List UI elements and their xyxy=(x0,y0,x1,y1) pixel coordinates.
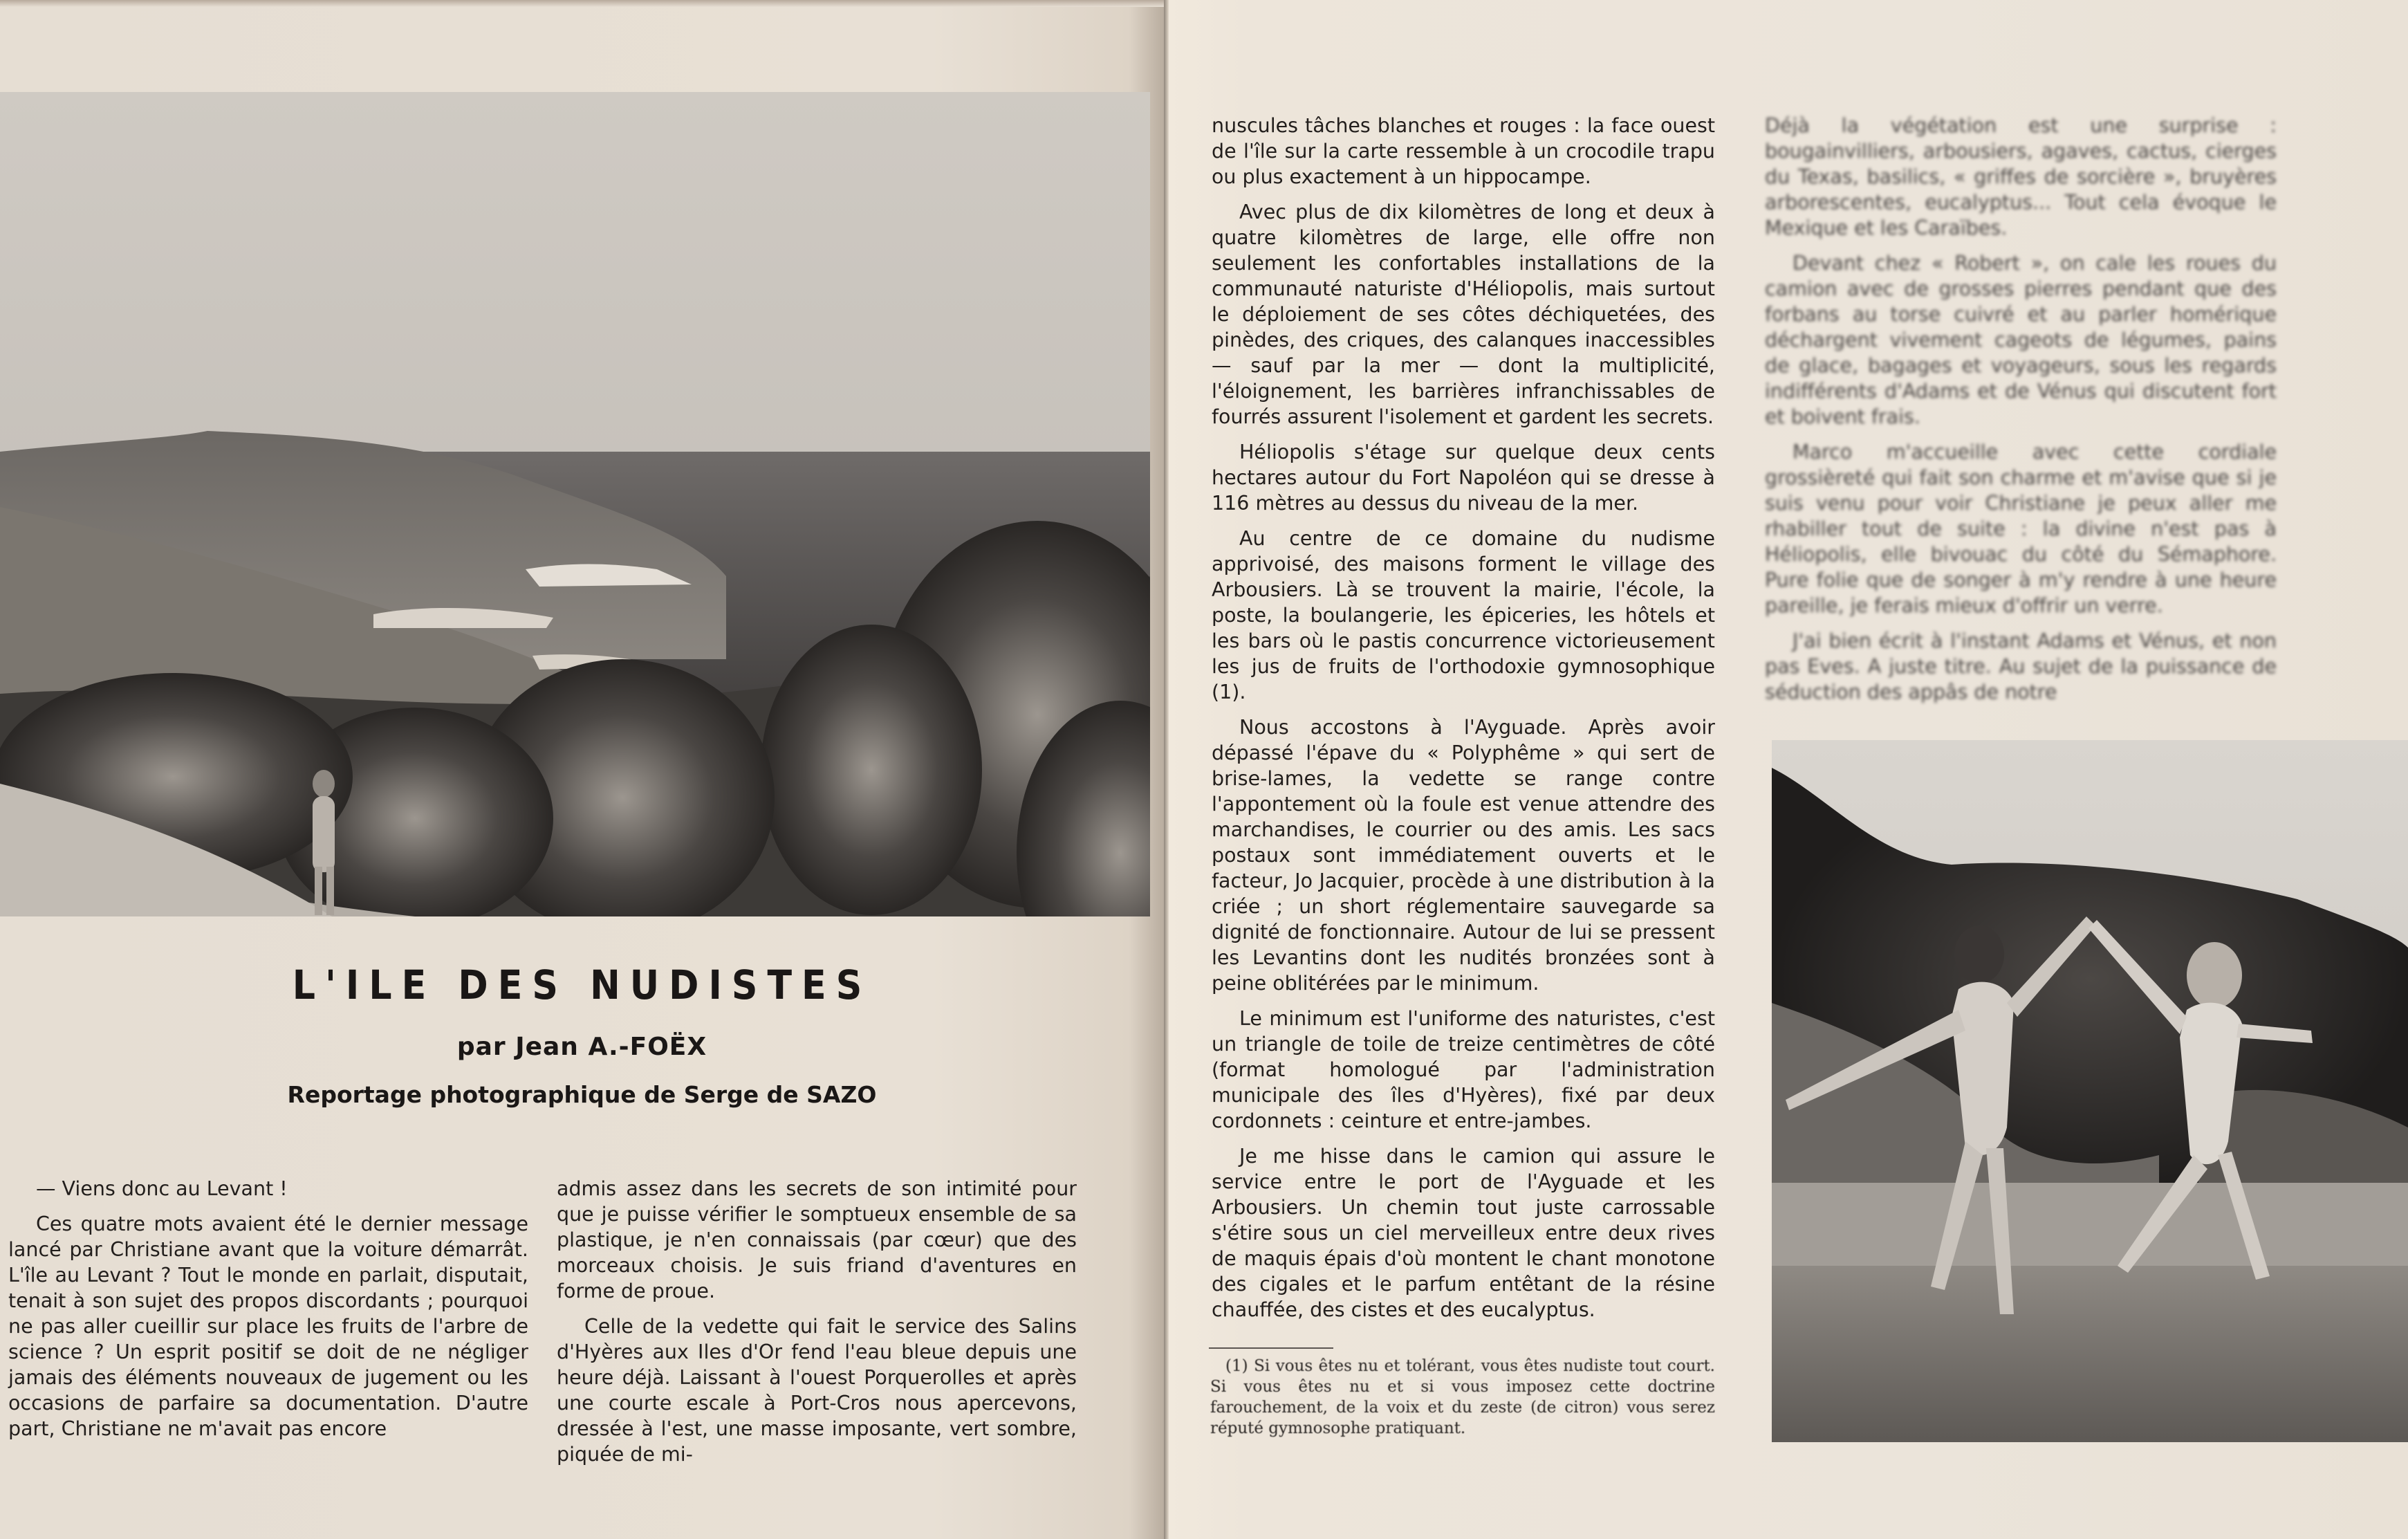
paragraph: Marco m'accueille avec cette cordiale grossièreté qui fait son charme et m'avise que si je suis venu pour voir Christiane je peux aller me rhabiller tout de suite : la divine n'est pas à Héliopolis, elle bivouac du côté du Sémaphore. Pure folie que de songer à m'y rendre à une heure pareille, je ferais mieux d'offrir un verre. xyxy=(1765,441,2277,617)
paragraph: Devant chez « Robert », on cale les roues du camion avec de grosses pierres pendant que des forbans au torse cuivré et au parler homérique déchargent vivement cageots de légumes, pains de glace, bagages et voyageurs, sous les regards indifférents d'Adams et de Vénus qui discutent fort et boivent frais. xyxy=(1765,252,2277,428)
paragraph: Avec plus de dix kilomètres de long et deux à quatre kilomètres de large, elle offre non seulement les confortables installations de la communauté naturiste d'Héliopolis, mais surtout le déploiement de ses côtes déchiquetées, des pinèdes, des criques, des calanques inaccessibles — sauf par la mer — dont la multiplicité, l'éloignement, les barrières infranchissables de fourrés assurent l'isolement et gardent les secrets. xyxy=(1212,201,1715,428)
beach-photo-graphic xyxy=(1772,740,2408,1442)
paragraph: Celle de la vedette qui fait le service des Salins d'Hyères aux Iles d'Or fend l'eau bleue depuis une heure déjà. Laissant à l'ouest Porquerolles et après une courte escale à Port-Cros nous apercevons, dressée à l'est, une masse imposante, vert sombre, piquée de mi- xyxy=(557,1315,1077,1466)
page-top-edge xyxy=(0,0,1164,7)
paragraph: Déjà la végétation est une surprise : bougainvilliers, arbousiers, agaves, cactus, cierges du Texas, basilics, « griffes de sorcière », bruyères arborescentes, eucalyptus... Tout cela évoque le Mexique et les Caraïbes. xyxy=(1765,114,2277,239)
article-byline: par Jean A.-FOËX xyxy=(456,1033,707,1061)
footnote xyxy=(1210,1356,1715,1439)
paragraph: J'ai bien écrit à l'instant Adams et Vénus, et non pas Eves. A juste titre. Au sujet de la puissance de séduction des appâs de notre xyxy=(1765,629,2277,703)
paragraph: nuscules tâches blanches et rouges : la face ouest de l'île sur la carte ressemble à un crocodile trapu ou plus exactement à un hippocampe. xyxy=(1212,114,1715,188)
paragraph: Je me hisse dans le camion qui assure le service entre le port de l'Ayguade et les Arbousiers. Un chemin tout juste carrossable s'étire sous un ciel merveilleux entre deux rives de maquis épais d'où montent le chant monotone des cigales et le parfum entêtant de la résine chauffée, des cistes et des eucalyptus. xyxy=(1212,1145,1715,1321)
article-title: L'ILE DES NUDISTES xyxy=(292,961,872,1008)
text-column-3 xyxy=(1212,113,1715,1332)
footnote-divider xyxy=(1209,1347,1333,1349)
beach-photo xyxy=(1772,740,2408,1442)
text-column-4 xyxy=(1765,113,2277,715)
left-page xyxy=(0,0,1164,1539)
photo-credit: Reportage photographique de Serge de SAZO xyxy=(287,1081,877,1108)
paragraph: Le minimum est l'uniforme des naturistes, c'est un triangle de toile de treize centimètres de côté (format homologué par l'administration municipale des îles d'Hyères), fixé par deux cordonnets : ceinture et entre-jambes. xyxy=(1212,1007,1715,1132)
footnote-text: (1) Si vous êtes nu et tolérant, vous êtes nudiste tout court. Si vous êtes nu et si vous imposez cette doctrine farouchement, de la voix et du zeste (de citron) vous serez réputé gymnosophe pratiquant. xyxy=(1210,1357,1715,1437)
text-column-1 xyxy=(8,1176,528,1451)
landscape-photo xyxy=(0,92,1150,916)
paragraph: Héliopolis s'étage sur quelque deux cents hectares autour du Fort Napoléon qui se dresse à 116 mètres au dessus du niveau de la mer. xyxy=(1212,441,1715,515)
paragraph: — Viens donc au Levant ! xyxy=(36,1177,288,1200)
landscape-photo-graphic xyxy=(0,92,1150,916)
paragraph: Nous accostons à l'Ayguade. Après avoir dépassé l'épave du « Polyphême » qui sert de brise-lames, la vedette se range contre l'appontement où la foule est venue attendre des marchandises, le courrier ou des amis. Les sacs postaux sont immédiatement ouverts et le facteur, Jo Jacquier, procède à une distribution à la criée ; un short réglementaire sauvegarde sa dignité de fonctionnaire. Autour de lui se pressent les Levantins dont les nudités bronzées sont à peine oblitérées par le minimum. xyxy=(1212,716,1715,995)
text-column-2 xyxy=(557,1176,1077,1477)
paragraph: admis assez dans les secrets de son intimité pour que je puisse vérifier le somptueux ensemble de sa plastique, je n'en connaissais (par cœur) que des morceaux choisis. Je suis friand d'aventures en forme de proue. xyxy=(557,1177,1077,1302)
paragraph: Au centre de ce domaine du nudisme apprivoisé, des maisons forment le village des Arbousiers. Là se trouvent la mairie, l'école, la poste, la boulangerie, les épiceries, les hôtels et les bars où le pastis concurrence victorieusement les jus de fruits de l'orthodoxie gymnosophique (1). xyxy=(1212,527,1715,703)
paragraph: Ces quatre mots avaient été le dernier message lancé par Christiane avant que la voiture démarrât. L'île au Levant ? Tout le monde en parlait, disputait, tenait à son sujet des propos discordants ; pourquoi ne pas aller cueillir sur place les fruits de l'arbre de science ? Un esprit positif se doit de ne négliger jamais des éléments nouveaux de jugement ou les occasions de parfaire sa documentation. D'autre part, Christiane ne m'avait pas encore xyxy=(8,1213,528,1440)
